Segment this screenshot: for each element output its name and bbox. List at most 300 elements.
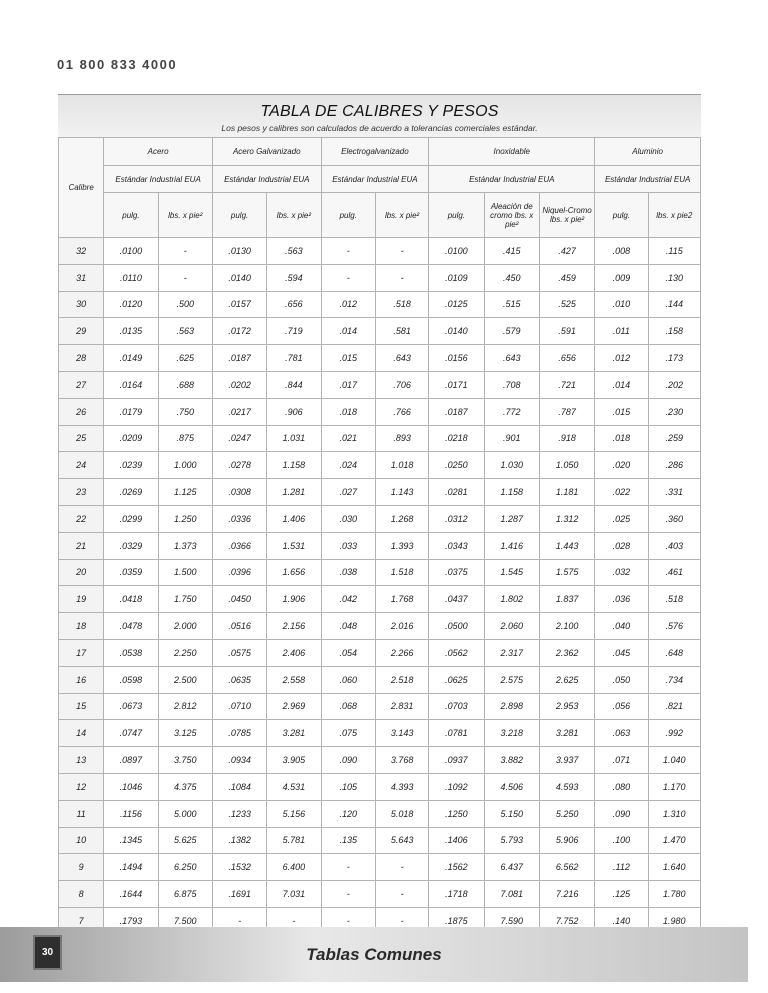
table-cell: - xyxy=(212,907,266,934)
table-cell: 1.281 xyxy=(267,479,321,506)
table-cell: .0437 xyxy=(429,586,484,613)
table-cell: .0100 xyxy=(104,238,158,265)
table-cell: .1382 xyxy=(212,827,266,854)
table-row xyxy=(59,398,701,425)
standard-header: Estándar Industrial EUA xyxy=(429,166,595,193)
calibre-cell: 16 xyxy=(59,666,104,693)
calibre-cell: 23 xyxy=(59,479,104,506)
table-cell: .1092 xyxy=(429,773,484,800)
table-cell: .060 xyxy=(321,666,375,693)
table-cell: .0156 xyxy=(429,345,484,372)
table-cell: .500 xyxy=(158,291,212,318)
table-cell: 1.040 xyxy=(648,747,700,774)
table-cell: .844 xyxy=(267,371,321,398)
table-cell: .0187 xyxy=(212,345,266,372)
table-cell: .120 xyxy=(321,800,375,827)
table-cell: 3.218 xyxy=(484,720,539,747)
table-cell: 1.980 xyxy=(648,907,700,934)
table-cell: .010 xyxy=(595,291,648,318)
table-cell: .0299 xyxy=(104,505,158,532)
table-cell: .719 xyxy=(267,318,321,345)
table-cell: 3.882 xyxy=(484,747,539,774)
table-cell: .0375 xyxy=(429,559,484,586)
group-header-acero-galvanizado: Acero Galvanizado xyxy=(212,138,321,166)
table-row xyxy=(59,881,701,908)
table-cell: 1.287 xyxy=(484,505,539,532)
table-cell: .579 xyxy=(484,318,539,345)
table-cell: .018 xyxy=(321,398,375,425)
table-cell: .734 xyxy=(648,666,700,693)
table-cell: 4.531 xyxy=(267,773,321,800)
table-cell: .135 xyxy=(321,827,375,854)
table-cell: .0781 xyxy=(429,720,484,747)
table-cell: .0209 xyxy=(104,425,158,452)
table-cell: .0125 xyxy=(429,291,484,318)
calibre-cell: 29 xyxy=(59,318,104,345)
table-cell: .1718 xyxy=(429,881,484,908)
col-header-aleacion-cromo: Aleación de cromo lbs. x pie² xyxy=(484,193,539,238)
table-cell: .0336 xyxy=(212,505,266,532)
table-cell: .080 xyxy=(595,773,648,800)
table-cell: .144 xyxy=(648,291,700,318)
table-cell: .1644 xyxy=(104,881,158,908)
table-row xyxy=(59,505,701,532)
table-cell: 5.793 xyxy=(484,827,539,854)
table-cell: 1.312 xyxy=(539,505,594,532)
table-cell: 1.158 xyxy=(267,452,321,479)
table-cell: .0239 xyxy=(104,452,158,479)
table-cell: 1.837 xyxy=(539,586,594,613)
table-cell: 2.558 xyxy=(267,666,321,693)
group-header-inoxidable: Inoxidable xyxy=(429,138,595,166)
table-cell: 7.081 xyxy=(484,881,539,908)
table-cell: .050 xyxy=(595,666,648,693)
table-cell: .0109 xyxy=(429,264,484,291)
table-cell: - xyxy=(158,238,212,265)
table-cell: .0562 xyxy=(429,639,484,666)
table-cell: .230 xyxy=(648,398,700,425)
table-cell: 4.593 xyxy=(539,773,594,800)
table-cell: 1.406 xyxy=(267,505,321,532)
table-cell: - xyxy=(321,264,375,291)
table-cell: .202 xyxy=(648,371,700,398)
table-cell: .1084 xyxy=(212,773,266,800)
table-cell: 4.375 xyxy=(158,773,212,800)
table-cell: .012 xyxy=(595,345,648,372)
table-cell: .1691 xyxy=(212,881,266,908)
table-cell: .0450 xyxy=(212,586,266,613)
table-cell: .1793 xyxy=(104,907,158,934)
table-cell: .0187 xyxy=(429,398,484,425)
table-cell: .0269 xyxy=(104,479,158,506)
gauge-weight-table xyxy=(58,137,701,935)
calibre-cell: 19 xyxy=(59,586,104,613)
table-subtitle: Los pesos y calibres son calculados de acuerdo a tolerancias comerciales estándar. xyxy=(221,123,538,133)
table-cell: .105 xyxy=(321,773,375,800)
table-cell: .063 xyxy=(595,720,648,747)
table-cell: .021 xyxy=(321,425,375,452)
table-cell: 2.000 xyxy=(158,613,212,640)
table-cell: .0140 xyxy=(429,318,484,345)
table-row xyxy=(59,613,701,640)
table-row xyxy=(59,586,701,613)
table-cell: .017 xyxy=(321,371,375,398)
table-cell: 5.250 xyxy=(539,800,594,827)
table-cell: .0312 xyxy=(429,505,484,532)
table-cell: 1.030 xyxy=(484,452,539,479)
table-cell: .518 xyxy=(375,291,428,318)
table-row xyxy=(59,452,701,479)
calibre-header: Calibre xyxy=(59,138,104,238)
table-cell: .0247 xyxy=(212,425,266,452)
table-cell: 2.362 xyxy=(539,639,594,666)
table-cell: .750 xyxy=(158,398,212,425)
table-cell: .0100 xyxy=(429,238,484,265)
table-cell: 1.640 xyxy=(648,854,700,881)
table-cell: .360 xyxy=(648,505,700,532)
table-cell: 1.250 xyxy=(158,505,212,532)
table-cell: - xyxy=(321,907,375,934)
table-cell: 3.750 xyxy=(158,747,212,774)
table-cell: 7.216 xyxy=(539,881,594,908)
table-cell: .563 xyxy=(267,238,321,265)
table-cell: 7.590 xyxy=(484,907,539,934)
table-row xyxy=(59,345,701,372)
gauge-table-sheet xyxy=(58,94,701,926)
table-cell: .0130 xyxy=(212,238,266,265)
table-cell: .1562 xyxy=(429,854,484,881)
table-cell: .656 xyxy=(539,345,594,372)
table-cell: 1.018 xyxy=(375,452,428,479)
table-cell: 5.643 xyxy=(375,827,428,854)
calibre-cell: 32 xyxy=(59,238,104,265)
calibre-cell: 8 xyxy=(59,881,104,908)
table-cell: .591 xyxy=(539,318,594,345)
table-cell: 2.266 xyxy=(375,639,428,666)
table-cell: 1.780 xyxy=(648,881,700,908)
group-header-aluminio: Aluminio xyxy=(595,138,701,166)
col-header-pulg: pulg. xyxy=(321,193,375,238)
table-cell: 4.393 xyxy=(375,773,428,800)
calibre-cell: 27 xyxy=(59,371,104,398)
table-cell: .450 xyxy=(484,264,539,291)
table-cell: .415 xyxy=(484,238,539,265)
table-cell: 1.373 xyxy=(158,532,212,559)
table-cell: .1156 xyxy=(104,800,158,827)
table-row xyxy=(59,773,701,800)
table-cell: 5.150 xyxy=(484,800,539,827)
table-cell: - xyxy=(321,854,375,881)
table-cell: 1.310 xyxy=(648,800,700,827)
table-cell: 2.898 xyxy=(484,693,539,720)
col-header-niquel-cromo: Niquel-Cromo lbs. x pie² xyxy=(539,193,594,238)
table-cell: 5.906 xyxy=(539,827,594,854)
table-cell: 3.905 xyxy=(267,747,321,774)
table-cell: .018 xyxy=(595,425,648,452)
table-cell: 1.050 xyxy=(539,452,594,479)
table-cell: .0598 xyxy=(104,666,158,693)
table-cell: .0110 xyxy=(104,264,158,291)
table-cell: .012 xyxy=(321,291,375,318)
table-cell: - xyxy=(375,854,428,881)
table-cell: .427 xyxy=(539,238,594,265)
calibre-cell: 20 xyxy=(59,559,104,586)
table-row xyxy=(59,479,701,506)
table-cell: .071 xyxy=(595,747,648,774)
table-cell: 6.250 xyxy=(158,854,212,881)
table-cell: 2.575 xyxy=(484,666,539,693)
calibre-cell: 15 xyxy=(59,693,104,720)
table-row xyxy=(59,532,701,559)
table-cell: .025 xyxy=(595,505,648,532)
table-cell: 2.518 xyxy=(375,666,428,693)
table-cell: .0149 xyxy=(104,345,158,372)
table-cell: .045 xyxy=(595,639,648,666)
table-cell: 1.470 xyxy=(648,827,700,854)
col-header-pulg: pulg. xyxy=(212,193,266,238)
table-cell: 1.500 xyxy=(158,559,212,586)
table-cell: .020 xyxy=(595,452,648,479)
standard-header: Estándar Industrial EUA xyxy=(321,166,429,193)
table-cell: 2.625 xyxy=(539,666,594,693)
table-cell: .033 xyxy=(321,532,375,559)
table-cell: .027 xyxy=(321,479,375,506)
table-cell: .0120 xyxy=(104,291,158,318)
table-cell: .0202 xyxy=(212,371,266,398)
page-number-badge: 30 xyxy=(33,935,62,970)
calibre-cell: 21 xyxy=(59,532,104,559)
table-cell: 3.125 xyxy=(158,720,212,747)
table-body xyxy=(59,238,701,935)
table-cell: 1.125 xyxy=(158,479,212,506)
table-row xyxy=(59,371,701,398)
table-cell: .024 xyxy=(321,452,375,479)
table-cell: 6.437 xyxy=(484,854,539,881)
table-cell: .0710 xyxy=(212,693,266,720)
table-cell: - xyxy=(375,238,428,265)
table-cell: .901 xyxy=(484,425,539,452)
table-cell: .042 xyxy=(321,586,375,613)
table-cell: .0673 xyxy=(104,693,158,720)
table-cell: 2.060 xyxy=(484,613,539,640)
table-cell: .1406 xyxy=(429,827,484,854)
table-cell: .030 xyxy=(321,505,375,532)
table-cell: .130 xyxy=(648,264,700,291)
table-cell: .781 xyxy=(267,345,321,372)
table-cell: .0281 xyxy=(429,479,484,506)
table-cell: .0329 xyxy=(104,532,158,559)
table-cell: 1.158 xyxy=(484,479,539,506)
group-header-acero: Acero xyxy=(104,138,213,166)
table-cell: .015 xyxy=(595,398,648,425)
table-cell: 6.562 xyxy=(539,854,594,881)
table-cell: 1.393 xyxy=(375,532,428,559)
col-header-pulg: pulg. xyxy=(429,193,484,238)
col-header-lbs: lbs. x pie² xyxy=(375,193,428,238)
standard-header: Estándar Industrial EUA xyxy=(104,166,213,193)
table-cell: 1.031 xyxy=(267,425,321,452)
table-cell: .068 xyxy=(321,693,375,720)
table-cell: .158 xyxy=(648,318,700,345)
calibre-cell: 17 xyxy=(59,639,104,666)
table-cell: .688 xyxy=(158,371,212,398)
table-cell: .008 xyxy=(595,238,648,265)
table-cell: - xyxy=(375,264,428,291)
table-cell: .787 xyxy=(539,398,594,425)
table-cell: 2.016 xyxy=(375,613,428,640)
table-row xyxy=(59,827,701,854)
table-cell: - xyxy=(321,238,375,265)
table-cell: .906 xyxy=(267,398,321,425)
table-cell: .0343 xyxy=(429,532,484,559)
table-cell: 1.268 xyxy=(375,505,428,532)
table-cell: .581 xyxy=(375,318,428,345)
table-cell: .056 xyxy=(595,693,648,720)
table-cell: .1532 xyxy=(212,854,266,881)
table-cell: .048 xyxy=(321,613,375,640)
table-cell: 5.625 xyxy=(158,827,212,854)
table-cell: .1046 xyxy=(104,773,158,800)
calibre-cell: 10 xyxy=(59,827,104,854)
table-cell: .772 xyxy=(484,398,539,425)
table-cell: 1.545 xyxy=(484,559,539,586)
table-cell: 1.802 xyxy=(484,586,539,613)
table-cell: .014 xyxy=(321,318,375,345)
table-row xyxy=(59,747,701,774)
table-cell: .625 xyxy=(158,345,212,372)
table-cell: .0359 xyxy=(104,559,158,586)
table-cell: .643 xyxy=(375,345,428,372)
table-cell: 2.500 xyxy=(158,666,212,693)
table-cell: .821 xyxy=(648,693,700,720)
table-cell: .112 xyxy=(595,854,648,881)
standard-header: Estándar Industrial EUA xyxy=(595,166,701,193)
table-row xyxy=(59,666,701,693)
table-row xyxy=(59,238,701,265)
table-cell: 1.575 xyxy=(539,559,594,586)
table-cell: .173 xyxy=(648,345,700,372)
table-cell: - xyxy=(267,907,321,934)
table-row xyxy=(59,559,701,586)
table-cell: .0366 xyxy=(212,532,266,559)
table-cell: 1.143 xyxy=(375,479,428,506)
col-header-lbs-aluminio: lbs. x pie2 xyxy=(648,193,700,238)
table-row xyxy=(59,720,701,747)
calibre-cell: 9 xyxy=(59,854,104,881)
table-cell: 2.100 xyxy=(539,613,594,640)
table-cell: .0785 xyxy=(212,720,266,747)
table-cell: .563 xyxy=(158,318,212,345)
phone-number: 01 800 833 4000 xyxy=(57,57,178,72)
calibre-cell: 25 xyxy=(59,425,104,452)
table-cell: 1.000 xyxy=(158,452,212,479)
table-cell: .0396 xyxy=(212,559,266,586)
table-cell: 2.831 xyxy=(375,693,428,720)
table-cell: .286 xyxy=(648,452,700,479)
table-cell: .893 xyxy=(375,425,428,452)
table-cell: .1250 xyxy=(429,800,484,827)
table-cell: 1.443 xyxy=(539,532,594,559)
table-cell: 3.281 xyxy=(539,720,594,747)
table-cell: 3.143 xyxy=(375,720,428,747)
table-cell: .1345 xyxy=(104,827,158,854)
table-cell: .140 xyxy=(595,907,648,934)
table-cell: .0250 xyxy=(429,452,484,479)
calibre-cell: 24 xyxy=(59,452,104,479)
table-cell: .403 xyxy=(648,532,700,559)
table-cell: 1.518 xyxy=(375,559,428,586)
table-cell: .0625 xyxy=(429,666,484,693)
table-cell: .992 xyxy=(648,720,700,747)
table-cell: .022 xyxy=(595,479,648,506)
table-cell: .015 xyxy=(321,345,375,372)
calibre-cell: 7 xyxy=(59,907,104,934)
calibre-cell: 26 xyxy=(59,398,104,425)
calibre-cell: 22 xyxy=(59,505,104,532)
table-cell: 2.156 xyxy=(267,613,321,640)
table-cell: 2.953 xyxy=(539,693,594,720)
table-row xyxy=(59,800,701,827)
table-row xyxy=(59,264,701,291)
table-cell: .259 xyxy=(648,425,700,452)
col-header-lbs: lbs. x pie² xyxy=(267,193,321,238)
table-cell: .032 xyxy=(595,559,648,586)
table-cell: .0308 xyxy=(212,479,266,506)
table-cell: .0478 xyxy=(104,613,158,640)
col-header-pulg: pulg. xyxy=(595,193,648,238)
calibre-cell: 28 xyxy=(59,345,104,372)
table-cell: .0278 xyxy=(212,452,266,479)
table-cell: 3.281 xyxy=(267,720,321,747)
table-row xyxy=(59,693,701,720)
table-cell: 1.656 xyxy=(267,559,321,586)
group-header-electrogalvanizado: Electrogalvanizado xyxy=(321,138,429,166)
table-cell: 2.250 xyxy=(158,639,212,666)
col-header-pulg: pulg. xyxy=(104,193,158,238)
table-cell: .011 xyxy=(595,318,648,345)
table-cell: .009 xyxy=(595,264,648,291)
table-cell: .706 xyxy=(375,371,428,398)
calibre-cell: 31 xyxy=(59,264,104,291)
table-cell: 5.000 xyxy=(158,800,212,827)
table-cell: .0135 xyxy=(104,318,158,345)
table-cell: .0897 xyxy=(104,747,158,774)
table-cell: 5.018 xyxy=(375,800,428,827)
table-cell: .0164 xyxy=(104,371,158,398)
table-row xyxy=(59,291,701,318)
footer-band xyxy=(0,927,748,982)
table-cell: 5.156 xyxy=(267,800,321,827)
table-cell: .0937 xyxy=(429,747,484,774)
table-cell: .1875 xyxy=(429,907,484,934)
table-cell: .0703 xyxy=(429,693,484,720)
table-cell: .0140 xyxy=(212,264,266,291)
table-cell: .0171 xyxy=(429,371,484,398)
calibre-cell: 18 xyxy=(59,613,104,640)
table-cell: 1.416 xyxy=(484,532,539,559)
table-cell: - xyxy=(158,264,212,291)
table-cell: .656 xyxy=(267,291,321,318)
table-cell: .643 xyxy=(484,345,539,372)
calibre-cell: 12 xyxy=(59,773,104,800)
table-cell: .090 xyxy=(321,747,375,774)
table-cell: 5.781 xyxy=(267,827,321,854)
calibre-cell: 11 xyxy=(59,800,104,827)
calibre-cell: 14 xyxy=(59,720,104,747)
table-cell: .040 xyxy=(595,613,648,640)
table-cell: - xyxy=(375,881,428,908)
table-cell: 1.170 xyxy=(648,773,700,800)
